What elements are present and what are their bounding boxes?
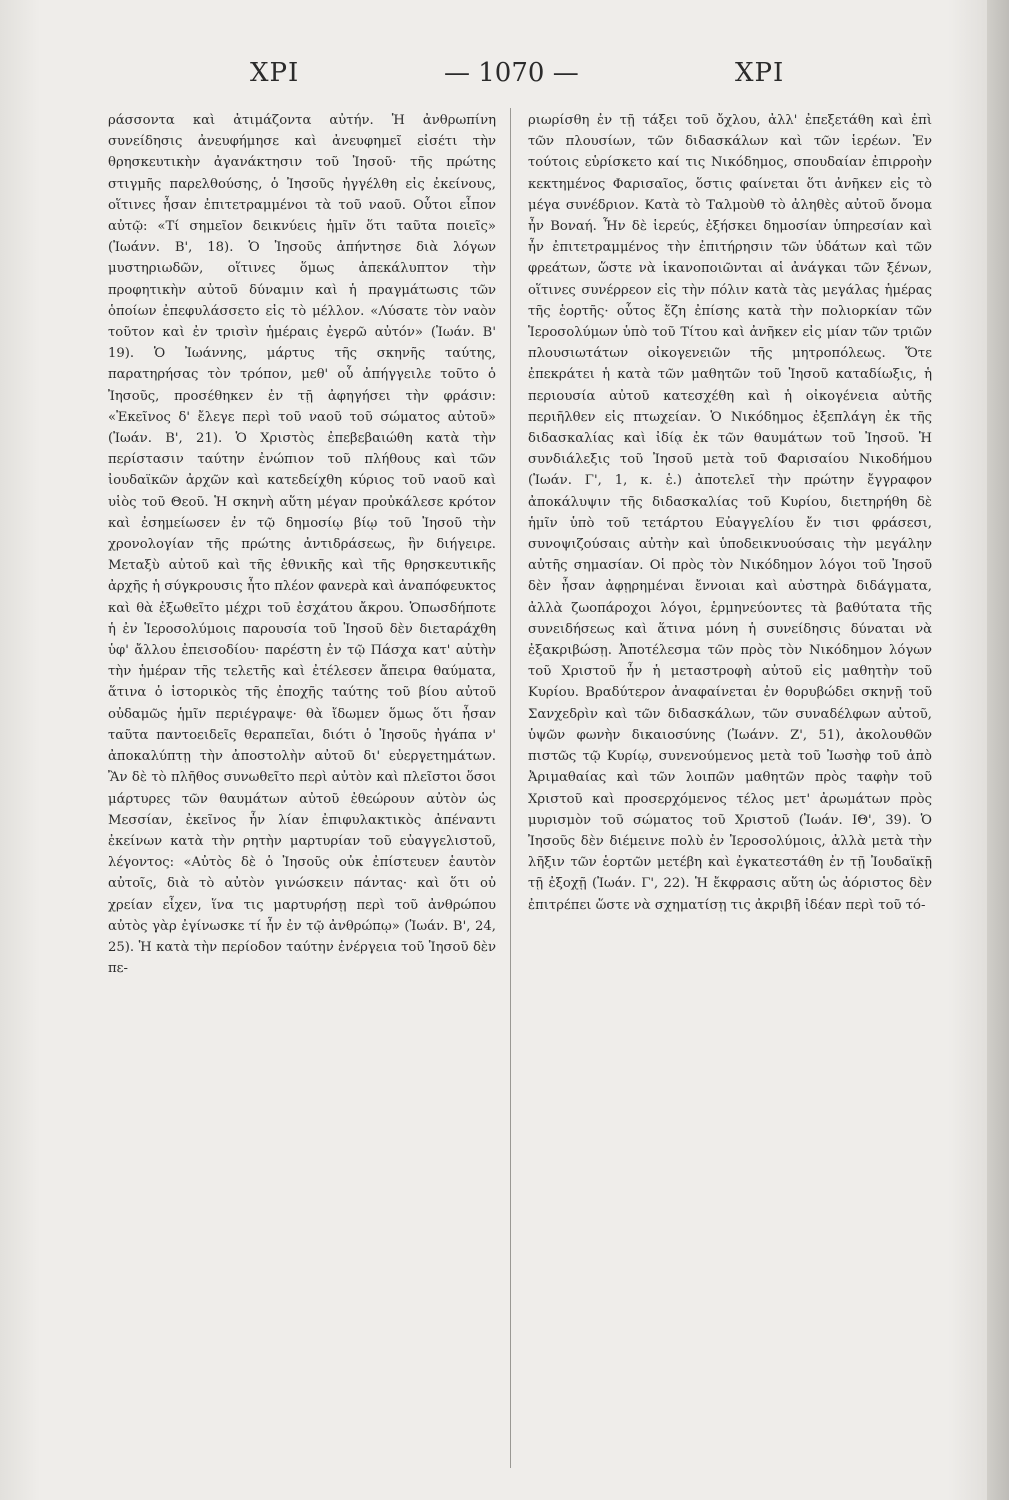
left-column-text: ράσσοντα καὶ ἀτιμάζοντα αὐτήν. Ἡ ἀνθρωπίνη συνείδησις ἀνευφήμησε καὶ ἀνευφημεῖ εἰσέτι τὴν θρησκευτικὴν ἀγανάκτησιν τοῦ Ἰησοῦ· τῆς πρώτης στιγμῆς παρελθούσης, ὁ Ἰησοῦς ἠγγέλθη εἰς ἐκείνους, οἵτινες ἦσαν ἐπιτετραμμένοι τὰ τοῦ ναοῦ. Οὗτοι εἶπον αὐτῷ: «Τί σημεῖον δεικνύεις ἡμῖν ὅτι ταῦτα ποιεῖς» (Ἰωάνν. Β', 18). Ὁ Ἰησοῦς ἀπήντησε διὰ λόγων μυστηριωδῶν, οἵτινες ὅμως ἀπεκάλυπτον τὴν προφητικὴν αὐτοῦ δύναμιν καὶ ἡ πραγμάτωσις τῶν ὁποίων ἐπεφυλάσσετο εἰς τὸ μέλλον. «Λύσατε τὸν ναὸν τοῦτον καὶ ἐν τρισὶν ἡμέραις ἐγερῶ αὐτόν» (Ἰωάν. Β' 19). Ὁ Ἰωάννης, μάρτυς τῆς σκηνῆς ταύτης, παρατηρήσας τὸν τρόπον, μεθ' οὗ ἀπήγγειλε τοῦτο ὁ Ἰησοῦς, προσέθηκεν ἐν τῇ ἀφηγήσει τὴν φράσιν: «Ἐκεῖνος δ' ἔλεγε περὶ τοῦ ναοῦ τοῦ σώματος αὐτοῦ» (Ἰωάν. Β', 21). Ὁ Χριστὸς ἐπεβεβαιώθη κατὰ τὴν περίστασιν ταύτην ἐνώπιον τοῦ πλήθους καὶ τῶν ἰουδαϊκῶν ἀρχῶν καὶ κατεδείχθη κύριος τοῦ ναοῦ καὶ υἱὸς τοῦ Θεοῦ. Ἡ σκηνὴ αὕτη μέγαν προὐκάλεσε κρότον καὶ ἐσημείωσεν ἐν τῷ δημοσίῳ βίῳ τοῦ Ἰησοῦ τὴν χρονολογίαν τῆς πρώτης ἀντιδράσεως, ἣν διήγειρε. Μεταξὺ αὐτοῦ καὶ τῆς ἐθνικῆς καὶ τῆς θρησκευτικῆς ἀρχῆς ἡ σύγκρουσις ἦτο πλέον φανερὰ καὶ ἀναπόφευκτος καὶ θὰ ἐξωθεῖτο μέχρι τοῦ ἐσχάτου ἄκρου. Ὁπωσδήποτε ἡ ἐν Ἱεροσολύμοις παρουσία τοῦ Ἰησοῦ δὲν διεταράχθη ὑφ' ἄλλου ἐπεισοδίου· παρέστη ἐν τῷ Πάσχα κατ' αὐτὴν τὴν ἡμέραν τῆς τελετῆς καὶ ἐτέλεσεν ἄπειρα θαύματα, ἅτινα ὁ ἱστορικὸς τῆς ἐποχῆς ταύτης τοῦ βίου αὐτοῦ οὐδαμῶς ἡμῖν περιέγραψε· θὰ ἴδωμεν ὅμως ὅτι ἦσαν ταῦτα παντοειδεῖς θεραπεῖαι, διότι ὁ Ἰησοῦς ἠγάπα ν' ἀποκαλύπτῃ τὴν ἀποστολὴν αὐτοῦ δι' εὐεργετημάτων. Ἂν δὲ τὸ πλῆθος συνωθεῖτο περὶ αὐτὸν καὶ πλεῖστοι ὅσοι μάρτυρες τῶν θαυμάτων αὐτοῦ ἐθεώρουν αὐτὸν ὡς Μεσσίαν, ἐκεῖνος ἦν λίαν ἐπιφυλακτικὸς ἀπέναντι ἐκείνων κατὰ τὴν ρητὴν μαρτυρίαν τοῦ εὐαγγελιστοῦ, λέγοντος: «Αὐτὸς δὲ ὁ Ἰησοῦς οὐκ ἐπίστευεν ἑαυτὸν αὐτοῖς, διὰ τὸ αὐτὸν γινώσκειν πάντας· καὶ ὅτι οὐ χρείαν εἶχεν, ἵνα τις μαρτυρήσῃ περὶ τοῦ ἀνθρώπου αὐτὸς γὰρ ἐγίνωσκε τί ἦν ἐν τῷ ἀνθρώπῳ» (Ἰωάν. Β', 24, 25). Ἡ κατὰ τὴν περίοδον ταύτην ἐνέργεια τοῦ Ἰησοῦ δὲν πε- [108,113,496,977]
header-right-title: ΧΡΙ [735,58,785,88]
right-text-column [528,110,932,916]
page-edge-shadow [987,0,1009,1500]
right-column-text: ριωρίσθη ἐν τῇ τάξει τοῦ ὄχλου, ἀλλ' ἐπεξετάθη καὶ ἐπὶ τῶν πλουσίων, τῶν διδασκάλων καὶ τῶν ἱερέων. Ἐν τούτοις εὑρίσκετο καί τις Νικόδημος, σπουδαίαν ἐπιρροὴν κεκτημένος Φαρισαῖος, ὅστις φαίνεται ὅτι ἀνῆκεν εἰς τὸ μέγα συνέδριον. Κατὰ τὸ Ταλμοὺθ τὸ ἀληθὲς αὐτοῦ ὄνομα ἦν Βοναή. Ἦν δὲ ἱερεύς, ἐξήσκει δημοσίαν ὑπηρεσίαν καὶ ἦν ἐπιτετραμμένος τὴν ἐπιτήρησιν τῶν ὑδάτων καὶ τῶν φρεάτων, ὥστε νὰ ἱκανοποιῶνται αἱ ἀνάγκαι τῶν ξένων, οἵτινες συνέρρεον εἰς τὴν πόλιν κατὰ τὰς μεγάλας ἡμέρας τῆς ἑορτῆς· οὗτος ἔζη ἐπίσης κατὰ τὴν πολιορκίαν τῶν Ἱεροσολύμων ὑπὸ τοῦ Τίτου καὶ ἀνῆκεν εἰς μίαν τῶν τριῶν πλουσιωτάτων οἰκογενειῶν τῆς μητροπόλεως. Ὅτε ἐπεκράτει ἡ κατὰ τῶν μαθητῶν τοῦ Ἰησοῦ καταδίωξις, ἡ περιουσία αὐτοῦ κατεσχέθη καὶ ἡ οἰκογένεια αὐτῆς περιῆλθεν εἰς πτωχείαν. Ὁ Νικόδημος ἐξεπλάγη ἐκ τῆς διδασκαλίας καὶ ἰδίᾳ ἐκ τῶν θαυμάτων τοῦ Ἰησοῦ. Ἡ συνδιάλεξις τοῦ Ἰησοῦ μετὰ τοῦ Φαρισαίου Νικοδήμου (Ἰωάν. Γ', 1, κ. ἑ.) ἀποτελεῖ τὴν πρώτην ἔγγραφον ἀποκάλυψιν τῆς διδασκαλίας τοῦ Κυρίου, διετηρήθη δὲ ἡμῖν ὑπὸ τοῦ τετάρτου Εὐαγγελίου ἔν τισι φράσεσι, συνοψιζούσαις αὐτὴν καὶ ὑποδεικνυούσαις τὴν μεγάλην αὐτῆς σημασίαν. Οἱ πρὸς τὸν Νικόδημον λόγοι τοῦ Ἰησοῦ δὲν ἦσαν ἀφῃρημέναι ἔννοιαι καὶ αὐστηρὰ διδάγματα, ἀλλὰ ζωοπάροχοι λόγοι, ἑρμηνεύοντες τὰ βαθύτατα τῆς συνειδήσεως καὶ ἅτινα μόνη ἡ συνείδησις δύναται νὰ ἐξακριβώσῃ. Ἀποτέλεσμα τῶν πρὸς τὸν Νικόδημον λόγων τοῦ Χριστοῦ ἦν ἡ μεταστροφὴ αὐτοῦ εἰς μαθητὴν τοῦ Κυρίου. Βραδύτερον ἀναφαίνεται ἐν θορυβώδει σκηνῇ τοῦ Σανχεδρὶν καὶ τῶν διδασκάλων, τῶν συναδέλφων αὐτοῦ, ὑψῶν φωνὴν δικαιοσύνης (Ἰωάνν. Ζ', 51), ἀκολουθῶν πιστῶς τῷ Κυρίῳ, συνενούμενος μετὰ τοῦ Ἰωσὴφ τοῦ ἀπὸ Ἀριμαθαίας καὶ τῶν λοιπῶν μαθητῶν πρὸς ταφὴν τοῦ Χριστοῦ καὶ προσερχόμενος τέλος μετ' ἀρωμάτων πρὸς μυρισμὸν τοῦ σώματος τοῦ Χριστοῦ (Ἰωάν. ΙΘ', 39). Ὁ Ἰησοῦς δὲν διέμεινε πολὺ ἐν Ἱεροσολύμοις, ἀλλὰ μετὰ τὴν λῆξιν τῶν ἑορτῶν μετέβη καὶ ἐγκατεστάθη ἐν τῇ Ἰουδαϊκῇ τῇ ἐξοχῇ (Ἰωάν. Γ', 22). Ἡ ἔκφρασις αὕτη ὡς ἀόριστος δὲν ἐπιτρέπει ὥστε νὰ σχηματίσῃ τις ἀκριβῆ ἰδέαν περὶ τοῦ τό- [528,113,932,913]
running-header [0,58,1009,98]
column-divider [510,108,511,1468]
page-number: — 1070 — [444,58,579,88]
header-left-title: ΧΡΙ [250,58,300,88]
left-text-column [108,110,496,979]
